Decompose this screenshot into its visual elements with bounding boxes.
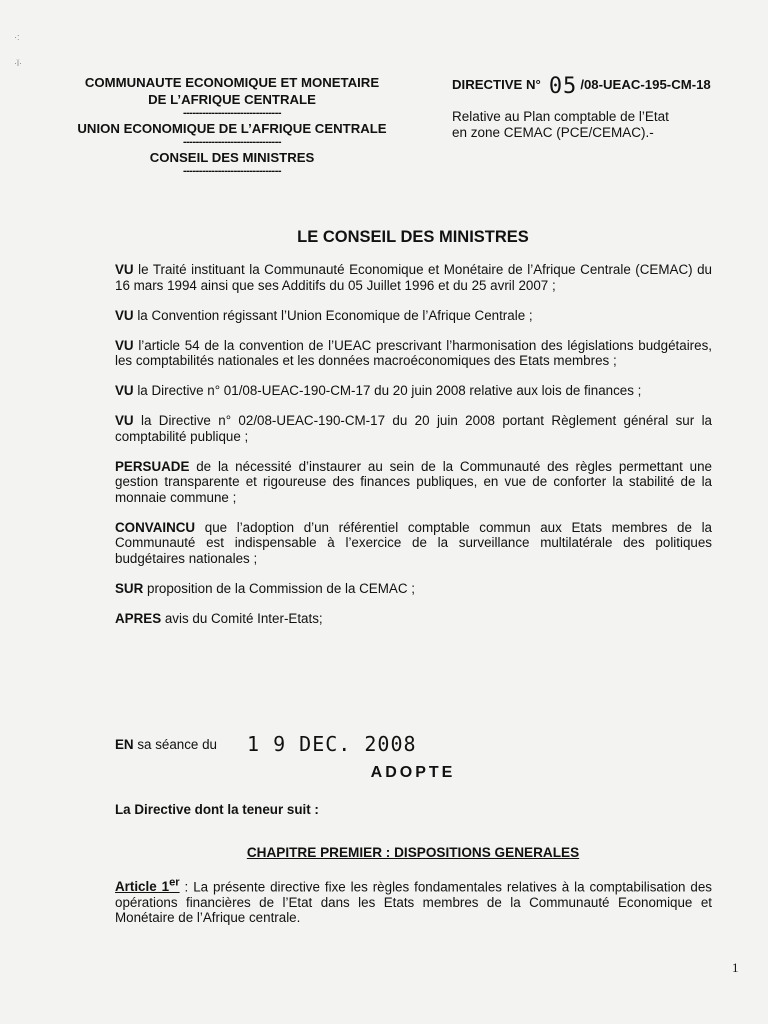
separator: ------------------------------- — [182, 166, 282, 177]
margin-mark: ·ǐ· — [14, 58, 22, 68]
issuer-line: UNION ECONOMIQUE DE L’AFRIQUE CENTRALE — [77, 121, 387, 136]
visa-paragraph: VU la Directive n° 01/08-UEAC-190-CM-17 du 20 juin 2008 relative aux lois de finances ; — [115, 383, 642, 398]
page-title: LE CONSEIL DES MINISTRES — [297, 228, 529, 246]
directive-suffix: /08-UEAC-195-CM-18 — [580, 77, 711, 92]
visa-paragraph: VU la Convention régissant l’Union Economique de l’Afrique Centrale ; — [115, 307, 533, 323]
visa-paragraph: SUR proposition de la Commission de la CEMAC ; — [115, 580, 415, 596]
visa-paragraph: PERSUADE de la nécessité d’instaurer au sein de la Communauté des règles permettant une gestion transparente et rigoureuse des finances publiques, en vue de conforter la stabilité de la monnaie commune ; — [115, 458, 712, 505]
directive-subject — [452, 109, 752, 141]
issuer-header — [52, 74, 412, 178]
session-line: EN sa séance du 1 9 DEC. 2008 — [115, 732, 417, 756]
issuer-line: CONSEIL DES MINISTRES — [149, 150, 315, 165]
article-label: Article 1er — [115, 877, 180, 895]
separator: ------------------------------- — [182, 137, 282, 148]
issuer-line: DE L’AFRIQUE CENTRALE — [148, 92, 316, 107]
page-number: 1 — [732, 960, 739, 975]
directive-reference — [452, 74, 752, 99]
chapter-heading: CHAPITRE PREMIER : DISPOSITIONS GENERALES — [246, 845, 580, 860]
date-stamp: 1 9 DEC. 2008 — [247, 732, 417, 756]
intro-line: La Directive dont la teneur suit : — [115, 802, 319, 817]
directive-prefix: DIRECTIVE N° — [452, 77, 541, 92]
preamble — [115, 262, 712, 641]
visa-paragraph: VU la Directive n° 02/08-UEAC-190-CM-17 du 20 juin 2008 portant Règlement général sur la comptabilité publique ; — [115, 413, 712, 444]
adopte-heading: ADOPTE — [370, 764, 456, 781]
subject-line: en zone CEMAC (PCE/CEMAC).- — [452, 125, 654, 140]
visa-paragraph: VU l’article 54 de la convention de l’UEAC prescrivant l’harmonisation des législations budgétaires, les comptabilités nationales et les données macroéconomiques des Etats membres ; — [115, 337, 712, 368]
visa-paragraph: CONVAINCU que l’adoption d’un référentiel comptable commun aux Etats membres de la Communauté est indispensable à l’exercice de la surveillance multilatérale des politiques budgétaires nationales ; — [115, 519, 712, 566]
directive-header — [452, 74, 752, 141]
issuer-line: COMMUNAUTE ECONOMIQUE ET MONETAIRE — [84, 75, 380, 90]
margin-mark: ·: — [14, 32, 20, 42]
article-1: Article 1er : La présente directive fixe les règles fondamentales relatives à la comptabilisation des opérations financières de l’Etat dans les Etats membres de la Communauté Economique et Monétaire de l’Afrique centrale. — [115, 877, 712, 926]
directive-number-stamp: 05 — [548, 74, 578, 99]
separator: ------------------------------- — [182, 108, 282, 119]
visa-paragraph: APRES avis du Comité Inter-Etats; — [115, 610, 323, 626]
visa-paragraph: VU le Traité instituant la Communauté Economique et Monétaire de l’Afrique Centrale (CEMAC) du 16 mars 1994 ainsi que ses Additifs du 05 Juillet 1996 et du 25 avril 2007 ; — [115, 262, 712, 293]
subject-line: Relative au Plan comptable de l’Etat — [452, 109, 669, 124]
